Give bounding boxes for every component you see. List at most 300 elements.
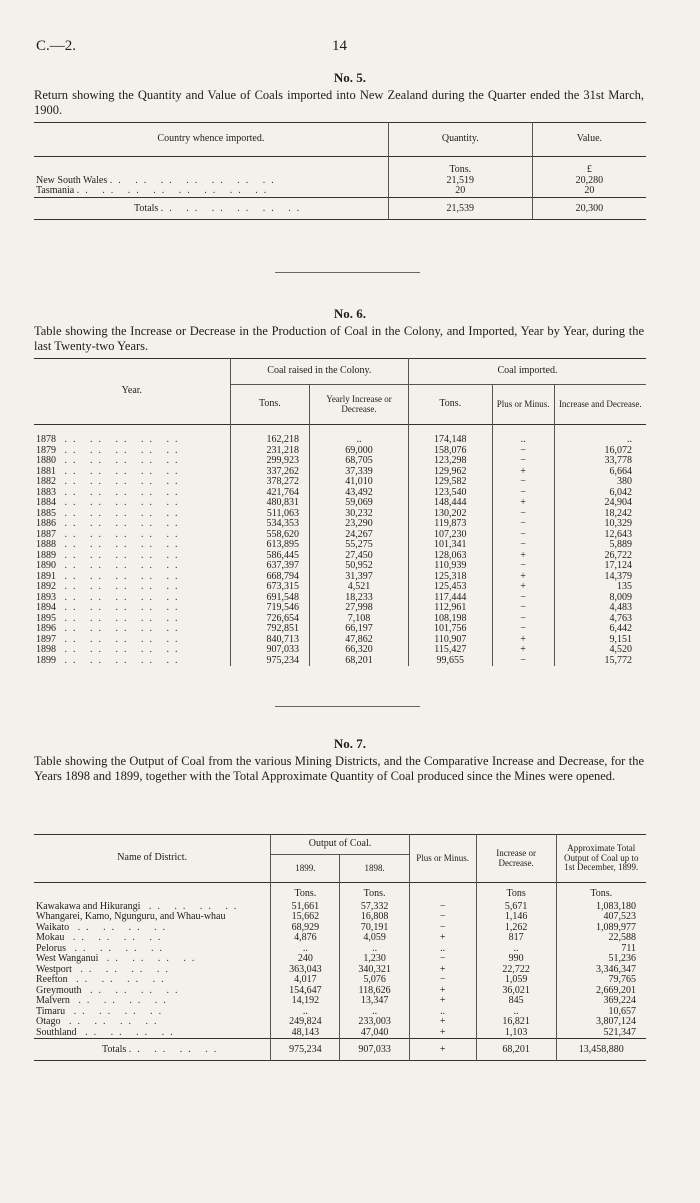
inc-dec-cell: 16,072 (554, 446, 646, 457)
table-row: Mokau .. .. .. .. 4,876 4,059 + 817 22,588 (34, 933, 646, 944)
year-cell: 1891 (36, 570, 56, 582)
table-row: 1888 .. .. .. .. .. 613,895 55,275 101,341 − 5,889 (34, 540, 646, 551)
plus-minus-cell: + (409, 1017, 476, 1028)
year-cell: 1880 (36, 455, 56, 466)
tons-imported-cell: 119,873 (408, 519, 492, 530)
tons-cell: 907,033 (230, 645, 309, 656)
tons-imported-cell: 110,939 (408, 561, 492, 572)
inc-dec-cell: 6,442 (554, 624, 646, 635)
output-1898-cell: 13,347 (340, 996, 409, 1007)
approx-cell: 10,657 (556, 1007, 646, 1018)
output-1899-cell: 4,017 (271, 975, 340, 986)
output-1898-cell: 16,808 (340, 912, 409, 923)
year-cell: 1878 (36, 434, 56, 445)
table-row: Pelorus .. .. .. .. .. .. .. .. 711 (34, 944, 646, 955)
tons-cell: 691,548 (230, 593, 309, 604)
unit-tons: Tons (476, 883, 556, 900)
table-row: Westport .. .. .. .. 363,043 340,321 + 22,722 3,346,347 (34, 965, 646, 976)
plus-minus-cell: − (492, 561, 554, 572)
year-cell: 1895 (36, 612, 56, 624)
unit-tons: Tons. (271, 883, 340, 900)
output-1898-cell: .. (340, 944, 409, 955)
approx-cell: 711 (556, 944, 646, 955)
table-row: Greymouth .. .. .. .. 154,647 118,626 + 36,021 2,669,201 (34, 986, 646, 997)
district-cell: Pelorus (36, 942, 66, 954)
output-1899-cell: 4,876 (271, 933, 340, 944)
table-row: 1884 .. .. .. .. .. 480,831 59,069 148,444 + 24,904 (34, 498, 646, 509)
tons-cell: 299,923 (230, 456, 309, 467)
unit-tons: Tons. (556, 883, 646, 900)
output-1898-cell: 1,230 (340, 954, 409, 965)
plus-minus-cell: + (409, 965, 476, 976)
col-plus-minus: Plus or Minus. (409, 835, 476, 883)
inc-dec-cell: 10,329 (554, 519, 646, 530)
district-cell: Mokau (36, 932, 65, 943)
inc-dec-cell: .. (554, 425, 646, 446)
yearly-cell: 68,201 (310, 656, 409, 667)
tons-imported-cell: 99,655 (408, 656, 492, 667)
district-cell: West Wanganui (36, 953, 99, 964)
output-1899-cell: 14,192 (271, 996, 340, 1007)
col-inc-dec: Increase and Decrease. (554, 385, 646, 425)
col-1899: 1899. (271, 855, 340, 883)
year-cell: 1893 (36, 591, 56, 603)
inc-dec-cell: 5,671 (476, 900, 556, 913)
inc-dec-cell: 4,763 (554, 614, 646, 625)
table-row: New South Wales .. .. .. .. .. .. .. 21,519 20,280 (34, 176, 646, 187)
output-1899-cell: 154,647 (271, 986, 340, 997)
approx-cell: 2,669,201 (556, 986, 646, 997)
tons-imported-cell: 101,341 (408, 540, 492, 551)
table-row: Waikato .. .. .. .. 68,929 70,191 − 1,262 1,089,977 (34, 923, 646, 934)
output-1898-cell: 57,332 (340, 900, 409, 913)
plus-minus-cell: + (492, 635, 554, 646)
output-1899-cell: 15,662 (271, 912, 340, 923)
yearly-cell: 24,267 (310, 530, 409, 541)
year-cell: 1890 (36, 560, 56, 571)
plus-minus-cell: + (492, 467, 554, 478)
table-row: 1898 .. .. .. .. .. 907,033 66,320 115,427 + 4,520 (34, 645, 646, 656)
plus-minus-cell: − (409, 954, 476, 965)
table5 (34, 122, 646, 222)
plus-minus-cell: .. (409, 944, 476, 955)
tons-cell: 975,234 (230, 656, 309, 667)
table-row: 1879 .. .. .. .. .. 231,218 69,000 158,076 − 16,072 (34, 446, 646, 457)
output-1899-cell: .. (271, 1007, 340, 1018)
table7-title: Table showing the Output of Coal from the various Mining Districts, and the Comparative Increase and Decrease, for the Years 1898 and 1899, together with the Total Approximate Quantity of Coal produced since the Mines were opened. (34, 754, 644, 783)
tons-imported-cell: 129,582 (408, 477, 492, 488)
plus-minus-cell: − (492, 446, 554, 457)
tons-imported-cell: 123,298 (408, 456, 492, 467)
totals-label: Totals (134, 202, 159, 214)
yearly-cell: 30,232 (310, 509, 409, 520)
table-row: 1897 .. .. .. .. .. 840,713 47,862 110,907 + 9,151 (34, 635, 646, 646)
unit-tons: Tons. (340, 883, 409, 900)
tons-cell: 586,445 (230, 551, 309, 562)
district-cell: Greymouth (36, 984, 82, 996)
inc-dec-cell: .. (476, 1007, 556, 1018)
tons-cell: 337,262 (230, 467, 309, 478)
col-quantity: Quantity. (388, 123, 532, 157)
separator (275, 706, 420, 707)
year-cell: 1881 (36, 465, 56, 477)
approx-cell: 407,523 (556, 912, 646, 923)
table-row: 1892 .. .. .. .. .. 673,315 4,521 125,453 + 135 (34, 582, 646, 593)
table-row: Tasmania .. .. .. .. .. .. .. .. 20 20 (34, 186, 646, 197)
plus-minus-cell: + (492, 572, 554, 583)
total-1899: 975,234 (271, 1039, 340, 1061)
total-val: 20,300 (532, 197, 646, 219)
tons-cell: 162,218 (230, 425, 309, 446)
output-1899-cell: 48,143 (271, 1028, 340, 1039)
page-ref: C.—2. (36, 38, 77, 54)
output-1899-cell: 240 (271, 954, 340, 965)
inc-dec-cell: 6,042 (554, 488, 646, 499)
output-1899-cell: 68,929 (271, 923, 340, 934)
table-row: Malvern .. .. .. .. 14,192 13,347 + 845 369,224 (34, 996, 646, 1007)
table-row: 1895 .. .. .. .. .. 726,654 7,108 108,198 − 4,763 (34, 614, 646, 625)
yearly-cell: 50,952 (310, 561, 409, 572)
district-cell: Southland (36, 1026, 77, 1038)
year-cell: 1879 (36, 444, 56, 456)
plus-minus-cell: − (492, 488, 554, 499)
inc-dec-cell: 380 (554, 477, 646, 488)
table-row: 1896 .. .. .. .. .. 792,851 66,197 101,756 − 6,442 (34, 624, 646, 635)
yearly-cell: 31,397 (310, 572, 409, 583)
tons-imported-cell: 108,198 (408, 614, 492, 625)
year-cell: 1892 (36, 581, 56, 592)
table7-body (34, 900, 646, 1039)
year-cell: 1896 (36, 623, 56, 634)
tons-imported-cell: 115,427 (408, 645, 492, 656)
yearly-cell: 41,010 (310, 477, 409, 488)
inc-dec-cell: 1,146 (476, 912, 556, 923)
inc-dec-cell: .. (476, 944, 556, 955)
table-row: 1893 .. .. .. .. .. 691,548 18,233 117,444 − 8,009 (34, 593, 646, 604)
output-1898-cell: 5,076 (340, 975, 409, 986)
plus-minus-cell: − (492, 456, 554, 467)
tons-imported-cell: 128,063 (408, 551, 492, 562)
inc-dec-cell: 5,889 (554, 540, 646, 551)
plus-minus-cell: + (409, 933, 476, 944)
inc-dec-cell: 24,904 (554, 498, 646, 509)
inc-dec-cell: 14,379 (554, 572, 646, 583)
approx-cell: 369,224 (556, 996, 646, 1007)
table-row: West Wanganui .. .. .. .. 240 1,230 − 990 51,236 (34, 954, 646, 965)
tons-cell: 421,764 (230, 488, 309, 499)
yearly-cell: 7,108 (310, 614, 409, 625)
approx-cell: 1,083,180 (556, 900, 646, 913)
group-output: Output of Coal. (271, 835, 409, 855)
year-cell: 1894 (36, 602, 56, 613)
tons-cell: 613,895 (230, 540, 309, 551)
tons-imported-cell: 174,148 (408, 425, 492, 446)
tons-cell: 637,397 (230, 561, 309, 572)
tons-cell: 719,546 (230, 603, 309, 614)
inc-dec-cell: 990 (476, 954, 556, 965)
total-qty: 21,539 (388, 197, 532, 219)
table-row: 1883 .. .. .. .. .. 421,764 43,492 123,540 − 6,042 (34, 488, 646, 499)
inc-dec-cell: 16,821 (476, 1017, 556, 1028)
output-1898-cell: 47,040 (340, 1028, 409, 1039)
year-cell: 1889 (36, 549, 56, 561)
table7 (34, 834, 646, 1063)
year-cell: 1885 (36, 507, 56, 519)
year-cell: 1888 (36, 539, 56, 550)
approx-cell: 22,588 (556, 933, 646, 944)
tons-imported-cell: 112,961 (408, 603, 492, 614)
col-inc-dec: Increase or Decrease. (476, 835, 556, 883)
table-row: 1886 .. .. .. .. .. 534,353 23,290 119,873 − 10,329 (34, 519, 646, 530)
table6-title: Table showing the Increase or Decrease in the Production of Coal in the Colony, and Imported, Year by Year, during the last Twenty-two Years. (34, 324, 644, 353)
val-cell: 20 (532, 186, 646, 197)
tons-cell: 534,353 (230, 519, 309, 530)
tons-cell: 378,272 (230, 477, 309, 488)
inc-dec-cell: 8,009 (554, 593, 646, 604)
country-name: Tasmania (36, 185, 75, 196)
table6-number: No. 6. (333, 306, 367, 321)
year-cell: 1882 (36, 476, 56, 487)
total-approx: 13,458,880 (556, 1039, 646, 1061)
district-cell: Waikato (36, 921, 70, 933)
inc-dec-cell: 1,262 (476, 923, 556, 934)
approx-cell: 1,089,977 (556, 923, 646, 934)
tons-cell: 231,218 (230, 446, 309, 457)
totals-label: Totals (102, 1044, 127, 1055)
district-cell: Timaru (36, 1005, 66, 1017)
plus-minus-cell: − (492, 519, 554, 530)
group-raised: Coal raised in the Colony. (230, 359, 408, 385)
col-yearly: Yearly Increase or Decrease. (310, 385, 409, 425)
inc-dec-cell: 22,722 (476, 965, 556, 976)
plus-minus-cell: − (492, 509, 554, 520)
table-row: Southland .. .. .. .. 48,143 47,040 + 1,103 521,347 (34, 1028, 646, 1039)
unit-qty: Tons. (388, 157, 532, 176)
output-1899-cell: .. (271, 944, 340, 955)
inc-dec-cell: 1,059 (476, 975, 556, 986)
plus-minus-cell: − (492, 656, 554, 667)
yearly-cell: .. (310, 425, 409, 446)
output-1898-cell: 118,626 (340, 986, 409, 997)
tons-cell: 726,654 (230, 614, 309, 625)
col-year: Year. (121, 385, 143, 397)
inc-dec-cell: 1,103 (476, 1028, 556, 1039)
plus-minus-cell: − (492, 614, 554, 625)
district-cell: Reefton (36, 974, 68, 985)
yearly-cell: 43,492 (310, 488, 409, 499)
total-1898: 907,033 (340, 1039, 409, 1061)
district-cell: Malvern (36, 995, 70, 1006)
year-cell: 1886 (36, 518, 56, 529)
table-row: Otago .. .. .. .. 249,824 233,003 + 16,821 3,807,124 (34, 1017, 646, 1028)
table-row: 1890 .. .. .. .. .. 637,397 50,952 110,939 − 17,124 (34, 561, 646, 572)
table-row: 1881 .. .. .. .. .. 337,262 37,339 129,962 + 6,664 (34, 467, 646, 478)
table-row: 1882 .. .. .. .. .. 378,272 41,010 129,582 − 380 (34, 477, 646, 488)
inc-dec-cell: 845 (476, 996, 556, 1007)
table-row: 1885 .. .. .. .. .. 511,063 30,232 130,202 − 18,242 (34, 509, 646, 520)
year-cell: 1897 (36, 633, 56, 645)
inc-dec-cell: 18,242 (554, 509, 646, 520)
yearly-cell: 66,197 (310, 624, 409, 635)
plus-minus-cell: − (409, 900, 476, 913)
inc-dec-cell: 817 (476, 933, 556, 944)
group-imported: Coal imported. (408, 359, 646, 385)
plus-minus-cell: + (492, 645, 554, 656)
plus-minus-cell: + (409, 986, 476, 997)
output-1898-cell: 340,321 (340, 965, 409, 976)
tons-imported-cell: 148,444 (408, 498, 492, 509)
approx-cell: 3,807,124 (556, 1017, 646, 1028)
tons-cell: 840,713 (230, 635, 309, 646)
output-1899-cell: 249,824 (271, 1017, 340, 1028)
yearly-cell: 69,000 (310, 446, 409, 457)
inc-dec-cell: 4,483 (554, 603, 646, 614)
inc-dec-cell: 36,021 (476, 986, 556, 997)
col-approx: Approximate Total Output of Coal up to 1st December, 1899. (556, 835, 646, 883)
district-cell: Kawakawa and Hikurangi (36, 900, 141, 912)
tons-imported-cell: 101,756 (408, 624, 492, 635)
table-row: 1880 .. .. .. .. .. 299,923 68,705 123,298 − 33,778 (34, 456, 646, 467)
total-plus-minus: + (409, 1039, 476, 1061)
col-1898: 1898. (340, 855, 409, 883)
col-district: Name of District. (117, 852, 187, 864)
table-row: Reefton .. .. .. .. 4,017 5,076 − 1,059 79,765 (34, 975, 646, 986)
val-cell: 20,280 (532, 176, 646, 187)
plus-minus-cell: + (492, 582, 554, 593)
col-value: Value. (532, 123, 646, 157)
totals-row: Totals .. .. .. .. 975,234 907,033 + 68,201 13,458,880 (34, 1039, 646, 1061)
approx-cell: 3,346,347 (556, 965, 646, 976)
tons-cell: 558,620 (230, 530, 309, 541)
yearly-cell: 18,233 (310, 593, 409, 604)
yearly-cell: 4,521 (310, 582, 409, 593)
tons-imported-cell: 129,962 (408, 467, 492, 478)
year-cell: 1899 (36, 654, 56, 666)
table5-title: Return showing the Quantity and Value of Coals imported into New Zealand during the Quarter ended the 31st March, 1900. (34, 88, 644, 117)
tons-imported-cell: 130,202 (408, 509, 492, 520)
district-cell: Otago (36, 1016, 61, 1027)
yearly-cell: 59,069 (310, 498, 409, 509)
table5-number: No. 5. (333, 70, 367, 85)
yearly-cell: 47,862 (310, 635, 409, 646)
tons-imported-cell: 123,540 (408, 488, 492, 499)
total-inc-dec: 68,201 (476, 1039, 556, 1061)
yearly-cell: 23,290 (310, 519, 409, 530)
tons-cell: 511,063 (230, 509, 309, 520)
inc-dec-cell: 9,151 (554, 635, 646, 646)
tons-cell: 480,831 (230, 498, 309, 509)
year-cell: 1883 (36, 486, 56, 498)
inc-dec-cell: 26,722 (554, 551, 646, 562)
plus-minus-cell: − (409, 975, 476, 986)
inc-dec-cell: 4,520 (554, 645, 646, 656)
tons-imported-cell: 107,230 (408, 530, 492, 541)
inc-dec-cell: 33,778 (554, 456, 646, 467)
col-plus-minus: Plus or Minus. (492, 385, 554, 425)
table-row: Kawakawa and Hikurangi .. .. .. .. 51,661 57,332 − 5,671 1,083,180 (34, 900, 646, 913)
tons-cell: 673,315 (230, 582, 309, 593)
qty-cell: 21,519 (388, 176, 532, 187)
col-country: Country whence imported. (157, 133, 265, 145)
totals-row: Totals .. .. .. .. .. .. 21,539 20,300 (34, 197, 646, 219)
yearly-cell: 27,998 (310, 603, 409, 614)
tons-cell: 668,794 (230, 572, 309, 583)
tons-imported-cell: 158,076 (408, 446, 492, 457)
plus-minus-cell: − (492, 540, 554, 551)
plus-minus-cell: − (492, 624, 554, 635)
output-1898-cell: 233,003 (340, 1017, 409, 1028)
country-name: New South Wales (36, 174, 108, 186)
plus-minus-cell: + (409, 1028, 476, 1039)
tons-cell: 792,851 (230, 624, 309, 635)
plus-minus-cell: + (492, 551, 554, 562)
yearly-cell: 66,320 (310, 645, 409, 656)
plus-minus-cell: + (409, 996, 476, 1007)
table-row: Timaru .. .. .. .. .. .. .. .. 10,657 (34, 1007, 646, 1018)
output-1898-cell: 70,191 (340, 923, 409, 934)
tons-imported-cell: 125,453 (408, 582, 492, 593)
output-1899-cell: 51,661 (271, 900, 340, 913)
tons-imported-cell: 110,907 (408, 635, 492, 646)
tons-imported-cell: 125,318 (408, 572, 492, 583)
col-tons: Tons. (230, 385, 309, 425)
approx-cell: 521,347 (556, 1028, 646, 1039)
col-tons-imported: Tons. (408, 385, 492, 425)
yearly-cell: 68,705 (310, 456, 409, 467)
table-row: 1878 .. .. .. .. .. 162,218 .. 174,148 .. .. (34, 425, 646, 446)
output-1899-cell: 363,043 (271, 965, 340, 976)
table7-number: No. 7. (333, 736, 367, 751)
table-row: 1887 .. .. .. .. .. 558,620 24,267 107,230 − 12,643 (34, 530, 646, 541)
yearly-cell: 27,450 (310, 551, 409, 562)
table6-body (34, 425, 646, 667)
output-1898-cell: 4,059 (340, 933, 409, 944)
yearly-cell: 55,275 (310, 540, 409, 551)
inc-dec-cell: 6,664 (554, 467, 646, 478)
plus-minus-cell: − (492, 530, 554, 541)
approx-cell: 51,236 (556, 954, 646, 965)
output-1898-cell: .. (340, 1007, 409, 1018)
plus-minus-cell: + (492, 498, 554, 509)
plus-minus-cell: − (492, 603, 554, 614)
yearly-cell: 37,339 (310, 467, 409, 478)
plus-minus-cell: .. (492, 425, 554, 446)
qty-cell: 20 (388, 186, 532, 197)
plus-minus-cell: − (492, 593, 554, 604)
table-row: 1891 .. .. .. .. .. 668,794 31,397 125,318 + 14,379 (34, 572, 646, 583)
year-cell: 1884 (36, 497, 56, 508)
plus-minus-cell: − (409, 923, 476, 934)
district-cell: Whangarei, Kamo, Ngunguru, and Whau-whau (36, 911, 226, 922)
inc-dec-cell: 15,772 (554, 656, 646, 667)
separator (275, 272, 420, 273)
year-cell: 1898 (36, 644, 56, 655)
inc-dec-cell: 17,124 (554, 561, 646, 572)
table-row: 1894 .. .. .. .. .. 719,546 27,998 112,961 − 4,483 (34, 603, 646, 614)
unit-val: £ (532, 157, 646, 176)
inc-dec-cell: 135 (554, 582, 646, 593)
table-row: 1899 .. .. .. .. .. 975,234 68,201 99,655 − 15,772 (34, 656, 646, 667)
table6 (34, 358, 646, 666)
table-row: 1889 .. .. .. .. .. 586,445 27,450 128,063 + 26,722 (34, 551, 646, 562)
approx-cell: 79,765 (556, 975, 646, 986)
plus-minus-cell: − (409, 912, 476, 923)
plus-minus-cell: − (492, 477, 554, 488)
inc-dec-cell: 12,643 (554, 530, 646, 541)
tons-imported-cell: 117,444 (408, 593, 492, 604)
page-number: 14 (332, 38, 347, 54)
plus-minus-cell: .. (409, 1007, 476, 1018)
